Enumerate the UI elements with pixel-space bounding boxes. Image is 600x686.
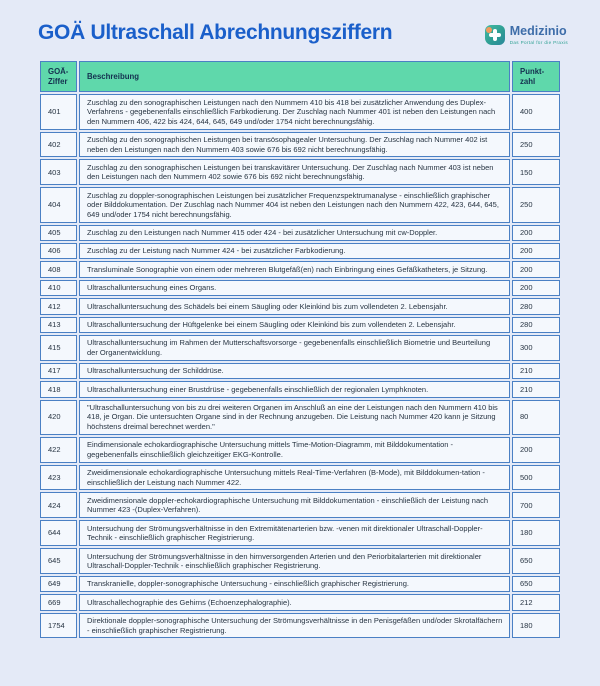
row-code-cell: 424 <box>40 492 77 518</box>
row-code-cell: 406 <box>40 243 77 259</box>
row-points-cell: 180 <box>512 613 560 639</box>
table-row <box>40 576 560 592</box>
medizinio-logo <box>485 25 568 45</box>
row-points-cell: 650 <box>512 576 560 592</box>
row-code-cell: 644 <box>40 520 77 546</box>
logo-name: Medizinio <box>509 24 567 38</box>
row-description-cell: Zweidimensionale doppler-echokardiographische Untersuchung mit Bilddokumentation - einschließlich der Leistung nach Nummer 423 -(Duplex-Verfahren). <box>79 492 510 518</box>
row-code-cell: 402 <box>40 132 77 158</box>
column-header-points: Punkt-zahl <box>512 61 560 92</box>
row-description-cell: Ultraschalluntersuchung im Rahmen der Mutterschaftsvorsorge - gegebenenfalls einschließlich Biometrie und Beurteilung der Organentwicklung. <box>79 335 510 361</box>
row-points-cell: 200 <box>512 437 560 463</box>
row-points-cell: 210 <box>512 381 560 397</box>
row-description-cell: Ultraschalluntersuchung der Schilddrüse. <box>79 363 510 379</box>
table-row <box>40 298 560 314</box>
row-code-cell: 401 <box>40 94 77 129</box>
row-code-cell: 669 <box>40 594 77 610</box>
row-code-cell: 418 <box>40 381 77 397</box>
row-points-cell: 80 <box>512 400 560 435</box>
table-header-row <box>40 61 560 92</box>
table-row <box>40 159 560 185</box>
table-row <box>40 381 560 397</box>
table-row <box>40 520 560 546</box>
header-bar <box>0 0 600 45</box>
row-code-cell: 412 <box>40 298 77 314</box>
row-code-cell: 422 <box>40 437 77 463</box>
row-code-cell: 404 <box>40 187 77 222</box>
table-row <box>40 132 560 158</box>
table-row <box>40 243 560 259</box>
column-header-description: Beschreibung <box>79 61 510 92</box>
row-points-cell: 200 <box>512 225 560 241</box>
row-description-cell: Zuschlag zu den Leistungen nach Nummer 415 oder 424 - bei zusätzlicher Untersuchung mit cw-Doppler. <box>79 225 510 241</box>
row-description-cell: Ultraschallechographie des Gehirns (Echoenzephalographie). <box>79 594 510 610</box>
row-points-cell: 500 <box>512 465 560 491</box>
row-code-cell: 403 <box>40 159 77 185</box>
row-description-cell: Zuschlag zu den sonographischen Leistungen bei transkavitärer Untersuchung. Der Zuschlag nach Nummer 403 ist neben den Leistungen nach den Nummern 402 sowie 676 bis 692 nicht berechnungsfähig. <box>79 159 510 185</box>
row-description-cell: Zuschlag zu der Leistung nach Nummer 424 - bei zusätzlicher Farbkodierung. <box>79 243 510 259</box>
table-row <box>40 280 560 296</box>
row-description-cell: Transluminale Sonographie von einem oder mehreren Blutgefäß(en) nach Einbringung eines Gefäßkatheters, je Sitzung. <box>79 261 510 277</box>
row-points-cell: 650 <box>512 548 560 574</box>
row-code-cell: 423 <box>40 465 77 491</box>
medical-cross-icon <box>485 25 505 45</box>
table-row <box>40 94 560 129</box>
row-code-cell: 645 <box>40 548 77 574</box>
row-points-cell: 200 <box>512 243 560 259</box>
row-points-cell: 700 <box>512 492 560 518</box>
page-title: GOÄ Ultraschall Abrechnungsziffern <box>38 21 393 44</box>
logo-accent-dot <box>486 27 492 33</box>
table-body <box>40 94 560 638</box>
row-points-cell: 210 <box>512 363 560 379</box>
row-code-cell: 1754 <box>40 613 77 639</box>
row-description-cell: Zuschlag zu den sonographischen Leistungen nach den Nummern 410 bis 418 bei zusätzlicher Anwendung des Duplex-Verfahrens - gegebenenfalls einschließlich Farbkodierung. Der Zuschlag nach Nummer 401 ist neben den Leistungen nach den Nummern 406, 422 bis 424, 644, 645, 649 und/oder 1754 nicht berechnungsfähig. <box>79 94 510 129</box>
row-points-cell: 300 <box>512 335 560 361</box>
row-points-cell: 250 <box>512 187 560 222</box>
row-description-cell: Untersuchung der Strömungsverhältnisse in den hirnversorgenden Arterien und den Periorbitalarterien mit direktionaler Ultraschall-Doppler-Technik - einschließlich graphischer Registrierung. <box>79 548 510 574</box>
table-row <box>40 465 560 491</box>
row-description-cell: Transkranielle, doppler-sonographische Untersuchung - einschließlich graphischer Registrierung. <box>79 576 510 592</box>
row-code-cell: 415 <box>40 335 77 361</box>
row-code-cell: 417 <box>40 363 77 379</box>
row-code-cell: 410 <box>40 280 77 296</box>
table-row <box>40 492 560 518</box>
row-description-cell: Ultraschalluntersuchung der Hüftgelenke bei einem Säugling oder Kleinkind bis zum vollendeten 2. Lebensjahr. <box>79 317 510 333</box>
logo-tagline: Das Portal für die Praxis <box>509 40 568 46</box>
row-code-cell: 649 <box>40 576 77 592</box>
table-row <box>40 548 560 574</box>
row-description-cell: Zuschlag zu doppler-sonographischen Leistungen bei zusätzlicher Frequenzspektrumanalyse - einschließlich graphischer oder Bilddokumentation. Der Zuschlag nach Nummer 404 ist neben den Leistungen nach den Nummern 422, 423, 644, 645, 649 und/oder 1754 nicht berechnungsfähig. <box>79 187 510 222</box>
row-points-cell: 150 <box>512 159 560 185</box>
row-code-cell: 413 <box>40 317 77 333</box>
row-code-cell: 405 <box>40 225 77 241</box>
row-points-cell: 400 <box>512 94 560 129</box>
table-row <box>40 613 560 639</box>
table-row <box>40 437 560 463</box>
cross-bar-vertical <box>493 29 497 41</box>
table-row <box>40 363 560 379</box>
row-points-cell: 200 <box>512 280 560 296</box>
row-description-cell: Eindimensionale echokardiographische Untersuchung mittels Time-Motion-Diagramm, mit Bilddokumentation - gegebenenfalls einschließlich gleichzeitiger EKG-Kontrolle. <box>79 437 510 463</box>
table-row <box>40 335 560 361</box>
row-points-cell: 280 <box>512 298 560 314</box>
row-description-cell: Untersuchung der Strömungsverhältnisse in den Extremitätenarterien bzw. -venen mit direktionaler Ultraschall-Doppler-Technik - einschließlich graphischer Registrierung. <box>79 520 510 546</box>
row-description-cell: Ultraschalluntersuchung des Schädels bei einem Säugling oder Kleinkind bis zum vollendeten 2. Lebensjahr. <box>79 298 510 314</box>
table-row <box>40 400 560 435</box>
row-description-cell: Direktionale doppler-sonographische Untersuchung der Strömungsverhältnisse in den Penisgefäßen und/oder Skrotalfächern - einschließlich graphischer Registrierung. <box>79 613 510 639</box>
table-row <box>40 594 560 610</box>
row-description-cell: Ultraschalluntersuchung eines Organs. <box>79 280 510 296</box>
table-row <box>40 317 560 333</box>
row-description-cell: "Ultraschalluntersuchung von bis zu drei weiteren Organen im Anschluß an eine der Leistungen nach den Nummern 410 bis 418, je Organ. Die untersuchten Organe sind in der Rechnung anzugeben. Die Leistung nach Nummer 420 kann je Sitzung höchstens dreimal berechnet werden." <box>79 400 510 435</box>
table-row <box>40 187 560 222</box>
table-row <box>40 225 560 241</box>
row-description-cell: Ultraschalluntersuchung einer Brustdrüse - gegebenenfalls einschließlich der regionalen Lymphknoten. <box>79 381 510 397</box>
billing-table-wrapper <box>38 59 564 640</box>
row-description-cell: Zuschlag zu den sonographischen Leistungen bei transösophagealer Untersuchung. Der Zuschlag nach Nummer 402 ist neben den Leistungen nach den Nummern 403 sowie 676 bis 692 nicht berechnungsfähig. <box>79 132 510 158</box>
billing-table <box>38 59 562 640</box>
row-description-cell: Zweidimensionale echokardiographische Untersuchung mittels Real-Time-Verfahren (B-Mode), mit Bilddokumen-tation - einschließlich der Leistung nach Nummer 422. <box>79 465 510 491</box>
table-row <box>40 261 560 277</box>
row-code-cell: 408 <box>40 261 77 277</box>
row-points-cell: 212 <box>512 594 560 610</box>
logo-texts <box>510 25 568 45</box>
row-points-cell: 250 <box>512 132 560 158</box>
row-points-cell: 200 <box>512 261 560 277</box>
row-points-cell: 280 <box>512 317 560 333</box>
row-code-cell: 420 <box>40 400 77 435</box>
row-points-cell: 180 <box>512 520 560 546</box>
column-header-code: GOÄ-Ziffer <box>40 61 77 92</box>
